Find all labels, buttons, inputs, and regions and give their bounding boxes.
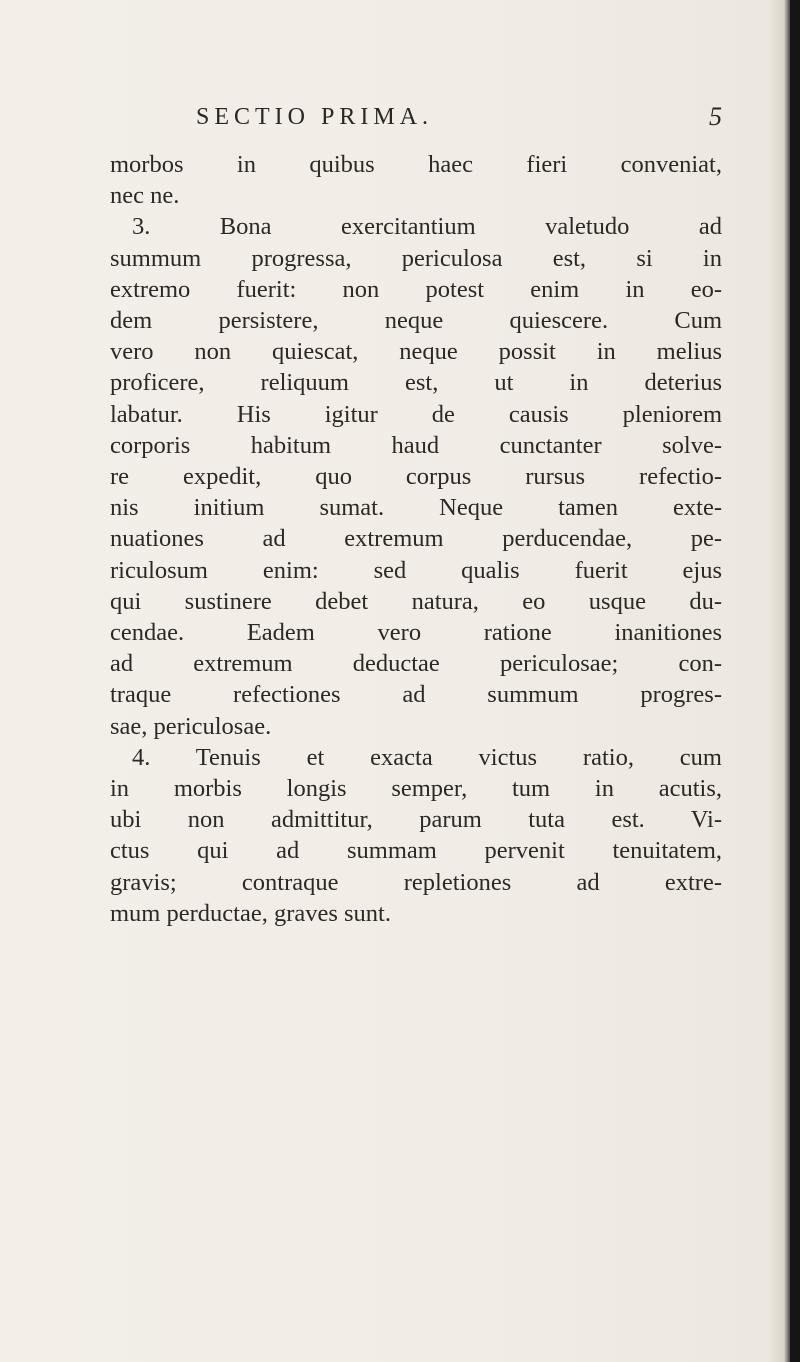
text-line: nuationes ad extremum perducendae, pe- [110, 525, 722, 553]
text-line: in morbis longis semper, tum in acutis, [110, 775, 722, 803]
text-line: labatur. His igitur de causis pleniorem [110, 400, 722, 428]
text-line: traque refectiones ad summum progres- [110, 681, 722, 709]
text-line: nis initium sumat. Neque tamen exte- [110, 494, 722, 522]
page-header [110, 104, 722, 136]
text-line: 3. Bona exercitantium valetudo ad [132, 213, 722, 241]
text-line: extremo fuerit: non potest enim in eo- [110, 275, 722, 303]
page-number: 5 [709, 102, 722, 131]
page-edge-shadow [790, 0, 800, 1362]
text-line: 4. Tenuis et exacta victus ratio, cum [132, 743, 722, 771]
text-line: summum progressa, periculosa est, si in [110, 244, 722, 272]
text-line: ad extremum deductae periculosae; con- [110, 650, 722, 678]
text-line: ctus qui ad summam pervenit tenuitatem, [110, 837, 722, 865]
text-line: ubi non admittitur, parum tuta est. Vi- [110, 806, 722, 834]
text-line: dem persistere, neque quiescere. Cum [110, 307, 722, 335]
text-line: cendae. Eadem vero ratione inanitiones [110, 619, 722, 647]
text-line: mum perductae, graves sunt. [110, 899, 391, 927]
text-line: nec ne. [110, 182, 180, 210]
running-title: SECTIO PRIMA. [196, 104, 434, 130]
text-line: sae, periculosae. [110, 712, 272, 740]
text-line: re expedit, quo corpus rursus refectio- [110, 463, 722, 491]
text-line: qui sustinere debet natura, eo usque du- [110, 587, 722, 615]
text-line: morbos in quibus haec fieri conveniat, [110, 151, 722, 178]
body-text [110, 149, 722, 929]
text-line: riculosum enim: sed qualis fuerit ejus [110, 556, 722, 584]
text-line: corporis habitum haud cunctanter solve- [110, 431, 722, 459]
text-line: vero non quiescat, neque possit in melius [110, 338, 722, 366]
text-line: proficere, reliquum est, ut in deterius [110, 369, 722, 397]
text-line: gravis; contraque repletiones ad extre- [110, 868, 722, 896]
